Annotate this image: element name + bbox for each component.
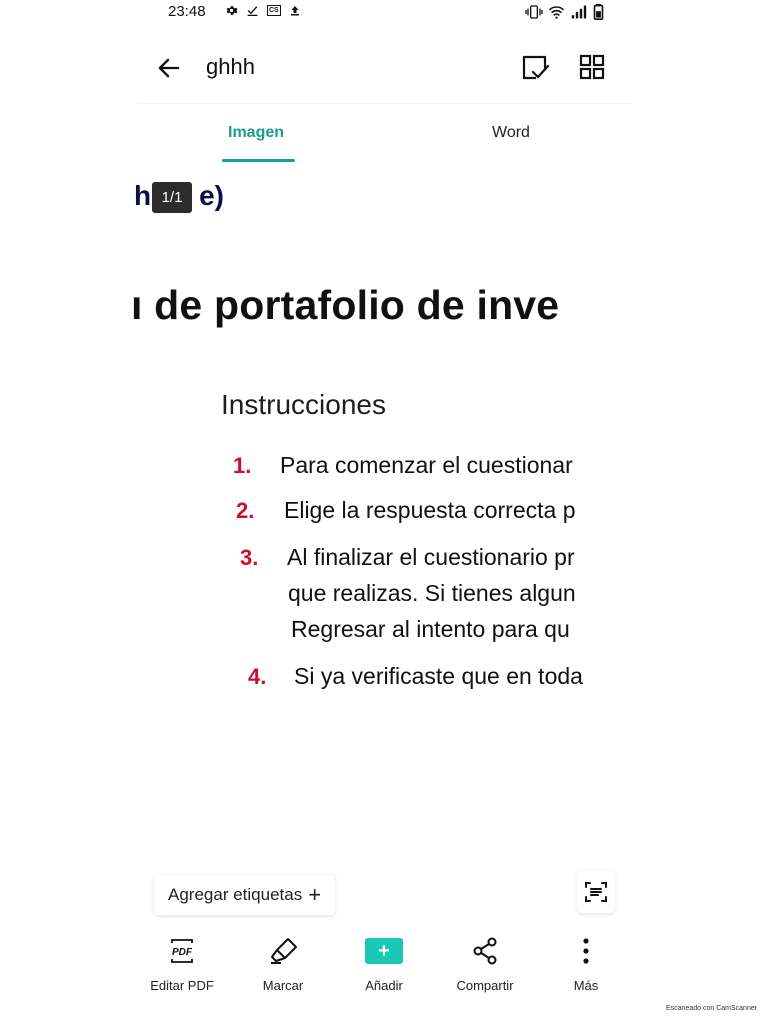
more-button[interactable] [541, 936, 631, 993]
grid-view-button[interactable] [578, 53, 608, 83]
status-bar [137, 0, 632, 24]
step-text: Para comenzar el cuestionar [280, 452, 573, 478]
bottom-toolbar [137, 930, 632, 1000]
page-main-title: ı de portafolio de inve [131, 282, 560, 328]
step-text: Al finalizar el cuestionario pr [287, 544, 575, 570]
tab-imagen[interactable]: Imagen [228, 124, 285, 141]
share-label: Compartir [456, 978, 514, 993]
more-vertical-icon [582, 938, 590, 964]
phone-screen [131, 0, 632, 1024]
pdf-edit-icon [168, 937, 196, 965]
mark-button[interactable] [238, 936, 328, 993]
scanned-page[interactable] [131, 170, 632, 730]
upload-icon [289, 4, 301, 17]
grid-icon [578, 53, 606, 81]
edit-pdf-label: Editar PDF [150, 978, 214, 993]
add-label: Añadir [365, 978, 403, 993]
wifi-icon [548, 5, 565, 19]
highlighter-icon [268, 937, 298, 965]
step-number: 1. [233, 453, 252, 478]
back-button[interactable] [155, 54, 183, 82]
text-recognition-icon [584, 881, 608, 903]
share-icon [472, 937, 498, 965]
step-text: que realizas. Si tienes algun [288, 580, 576, 606]
tab-word[interactable]: Word [492, 124, 530, 141]
page-heading-fragment: h e) [134, 180, 225, 211]
ocr-text-button[interactable] [577, 871, 615, 913]
vibrate-icon [526, 5, 542, 19]
camscanner-badge-icon: CS [269, 7, 279, 14]
more-label: Más [573, 978, 599, 993]
page-counter-badge: 1/1 [152, 182, 192, 213]
battery-icon [593, 4, 604, 20]
mark-label: Marcar [262, 978, 304, 993]
add-plus-icon: + [365, 938, 403, 964]
camscanner-watermark: Escaneado con CamScanner [666, 1005, 758, 1012]
edit-pdf-button[interactable] [137, 936, 227, 993]
add-tags-button[interactable] [154, 875, 335, 915]
app-header [137, 40, 632, 96]
signal-icon [571, 5, 587, 19]
step-text: Si ya verificaste que en toda [294, 663, 583, 689]
status-time: 23:48 [168, 3, 206, 20]
active-tab-indicator [222, 159, 295, 162]
add-button[interactable] [339, 936, 429, 993]
download-check-icon [246, 4, 259, 17]
add-tags-label: Agregar etiquetas [168, 885, 303, 904]
share-button[interactable] [440, 936, 530, 993]
back-arrow-icon [158, 58, 180, 78]
document-title[interactable]: ghhh [206, 54, 255, 79]
step-text: Elige la respuesta correcta p [284, 497, 576, 523]
step-number: 2. [236, 498, 255, 523]
view-tabs [137, 103, 632, 161]
step-number: 3. [240, 545, 259, 570]
status-left-icons [225, 4, 301, 17]
step-text: Regresar al intento para qu [291, 616, 570, 642]
step-number: 4. [248, 664, 267, 689]
select-check-icon [520, 53, 550, 83]
plus-icon: + [308, 882, 322, 907]
status-right-icons [526, 4, 604, 20]
select-pages-button[interactable] [520, 53, 550, 83]
svg-text:PDF: PDF [172, 947, 192, 958]
page-subtitle: Instrucciones [221, 389, 386, 420]
settings-gear-icon [225, 4, 238, 17]
